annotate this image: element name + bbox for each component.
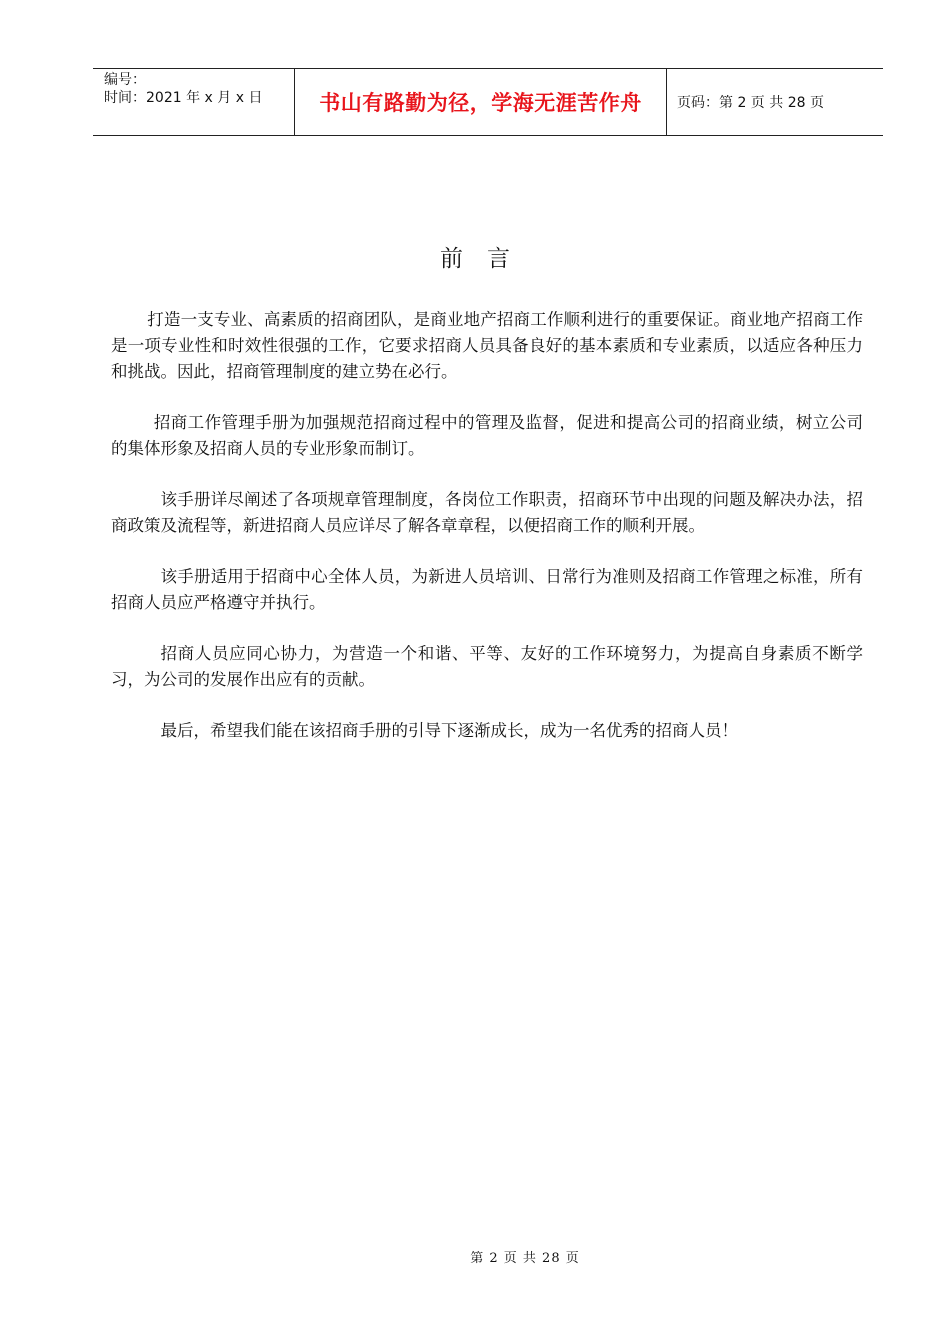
header-table (93, 68, 883, 136)
paragraph: 招商工作管理手册为加强规范招商过程中的管理及监督，促进和提高公司的招商业绩，树立公司的集体形象及招商人员的专业形象而制订。 (111, 413, 863, 458)
number-label: 编号： (104, 72, 146, 88)
page-info-text: 页码：第 2 页 共 28 页 (677, 95, 824, 111)
page-footer: 第 2 页 共 28 页 (470, 1251, 580, 1266)
paragraph: 该手册适用于招商中心全体人员，为新进人员培训、日常行为准则及招商工作管理之标准，所有招商人员应严格遵守并执行。 (111, 567, 863, 612)
motto-text: 书山有路勤为径，学海无涯苦作舟 (319, 91, 642, 115)
paragraph: 该手册详尽阐述了各项规章管理制度，各岗位工作职责，招商环节中出现的问题及解决办法，招商政策及流程等，新进招商人员应详尽了解各章章程，以便招商工作的顺利开展。 (111, 490, 863, 535)
paragraph: 打造一支专业、高素质的招商团队，是商业地产招商工作顺利进行的重要保证。商业地产招商工作是一项专业性和时效性很强的工作，它要求招商人员具备良好的基本素质和专业素质，以适应各种压力和挑战。因此，招商管理制度的建立势在必行。 (111, 310, 863, 381)
paragraph: 招商人员应同心协力，为营造一个和谐、平等、友好的工作环境努力，为提高自身素质不断学习，为公司的发展作出应有的贡献。 (111, 644, 863, 689)
page-info-cell (667, 69, 883, 135)
motto-cell (295, 69, 667, 135)
document-title: 前言 (440, 246, 534, 272)
time-label: 时间：2021 年 x 月 x 日 (104, 90, 263, 106)
header-meta-cell (93, 69, 295, 135)
document-body (111, 307, 863, 769)
paragraph: 最后，希望我们能在该招商手册的引导下逐渐成长，成为一名优秀的招商人员！ (160, 721, 738, 740)
